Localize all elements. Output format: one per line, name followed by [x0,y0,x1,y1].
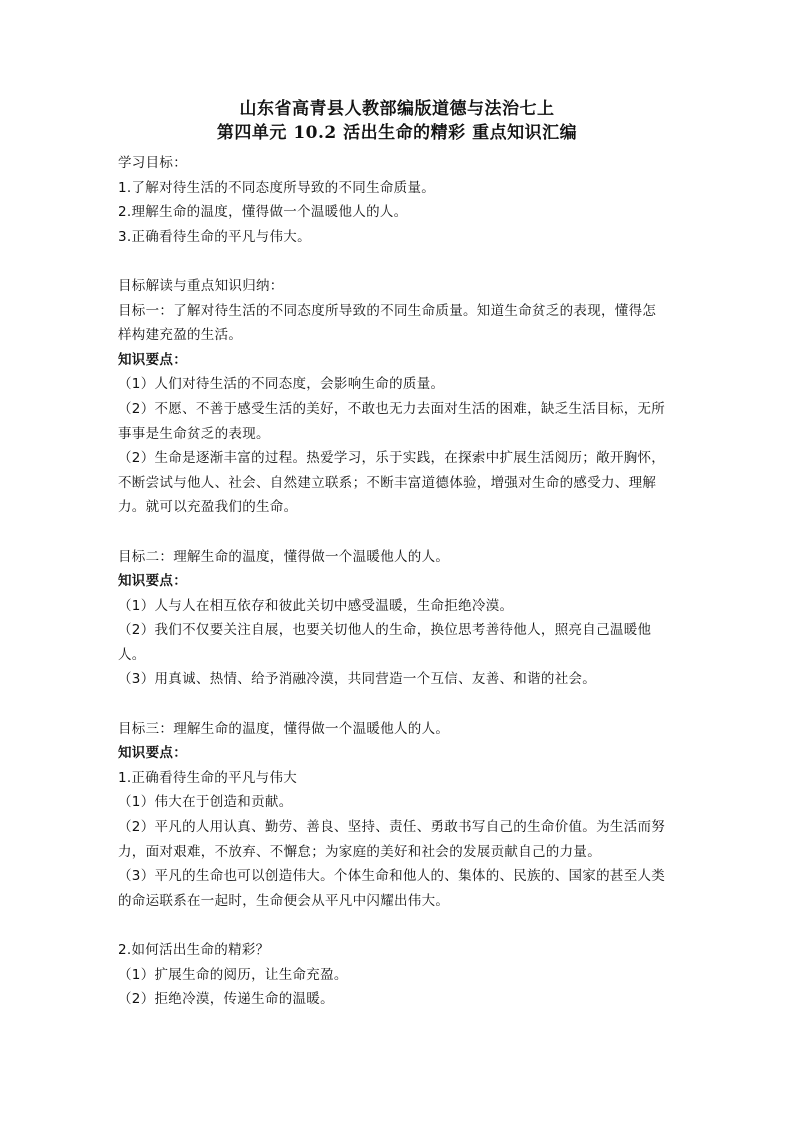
goals-heading: 学习目标： [118,155,187,171]
goal2-heading: 目标二：理解生命的温度，懂得做一个温暖他人的人。 [118,548,450,565]
spacer [118,692,686,717]
knowledge-points-label: 知识要点： [118,573,187,590]
subsection-heading: 2.如何活出生命的精彩？ [118,942,270,958]
knowledge-point: 力，面对艰难，不放弃、不懈怠；为家庭的美好和社会的发展贡献自己的力量。 [118,843,601,860]
document-body [118,151,686,1012]
knowledge-point: （3）平凡的生命也可以创造伟大。个体生命和他人的、集体的、民族的、国家的甚至人类 [118,868,666,885]
spacer [118,913,686,938]
goal1-text: 样构建充盈的生活。 [118,327,243,344]
goal-item: 3.正确看待生命的平凡与伟大。 [118,228,311,245]
goal1-text: 目标一：了解对待生活的不同态度所导致的不同生命质量。知道生命贫乏的表现，懂得怎 [118,302,657,319]
spacer [118,520,686,545]
goal3-heading: 目标三：理解生命的温度，懂得做一个温暖他人的人。 [118,720,450,737]
document-title-line1: 山东省高青县人教部编版道德与法治七上 [239,99,555,119]
knowledge-point: （2）不愿、不善于感受生活的美好，不敢也无力去面对生活的困难，缺乏生活目标，无所 [118,400,666,417]
knowledge-point: 的命运联系在一起时，生命便会从平凡中闪耀出伟大。 [118,892,450,909]
knowledge-point: （2）拒绝冷漠，传递生命的温暖。 [118,991,334,1008]
knowledge-point: （2）我们不仅要关注自展，也要关切他人的生命，换位思考善待他人，照亮自己温暖他 [118,622,652,639]
knowledge-points-label: 知识要点： [118,351,187,368]
knowledge-point: 不断尝试与他人、社会、自然建立联系；不断丰富道德体验，增强对生命的感受力、理解 [118,474,657,491]
knowledge-point: （1）人们对待生活的不同态度，会影响生命的质量。 [118,376,445,393]
goal-item: 1.了解对待生活的不同态度所导致的不同生命质量。 [118,179,436,196]
subsection-heading: 1.正确看待生命的平凡与伟大 [118,769,298,786]
knowledge-point: 人。 [118,646,146,663]
knowledge-point: （2）生命是逐渐丰富的过程。热爱学习，乐于实践，在探索中扩展生活阅历；敞开胸怀， [118,450,666,467]
knowledge-point: （1）人与人在相互依存和彼此关切中感受温暖，生命拒绝冷漠。 [118,597,514,614]
knowledge-point: 力。就可以充盈我们的生命。 [118,499,298,516]
knowledge-point: （2）平凡的人用认真、勤劳、善良、坚持、责任、勇敢书写自己的生命价值。为生活而努 [118,819,666,836]
knowledge-point: （1）伟大在于创造和贡献。 [118,794,293,811]
knowledge-point: 事事是生命贫乏的表现。 [118,425,270,442]
knowledge-points-label: 知识要点： [118,745,187,762]
knowledge-point: （3）用真诚、热情、给予消融冷漠，共同营造一个互信、友善、和谐的社会。 [118,671,597,688]
interpretation-heading: 目标解读与重点知识归纳： [118,277,284,294]
document-title-line2: 第四单元 10.2 活出生命的精彩 重点知识汇编 [216,123,578,143]
spacer [118,249,686,274]
goal-item: 2.理解生命的温度，懂得做一个温暖他人的人。 [118,204,408,221]
knowledge-point: （1）扩展生命的阅历，让生命充盈。 [118,966,348,983]
